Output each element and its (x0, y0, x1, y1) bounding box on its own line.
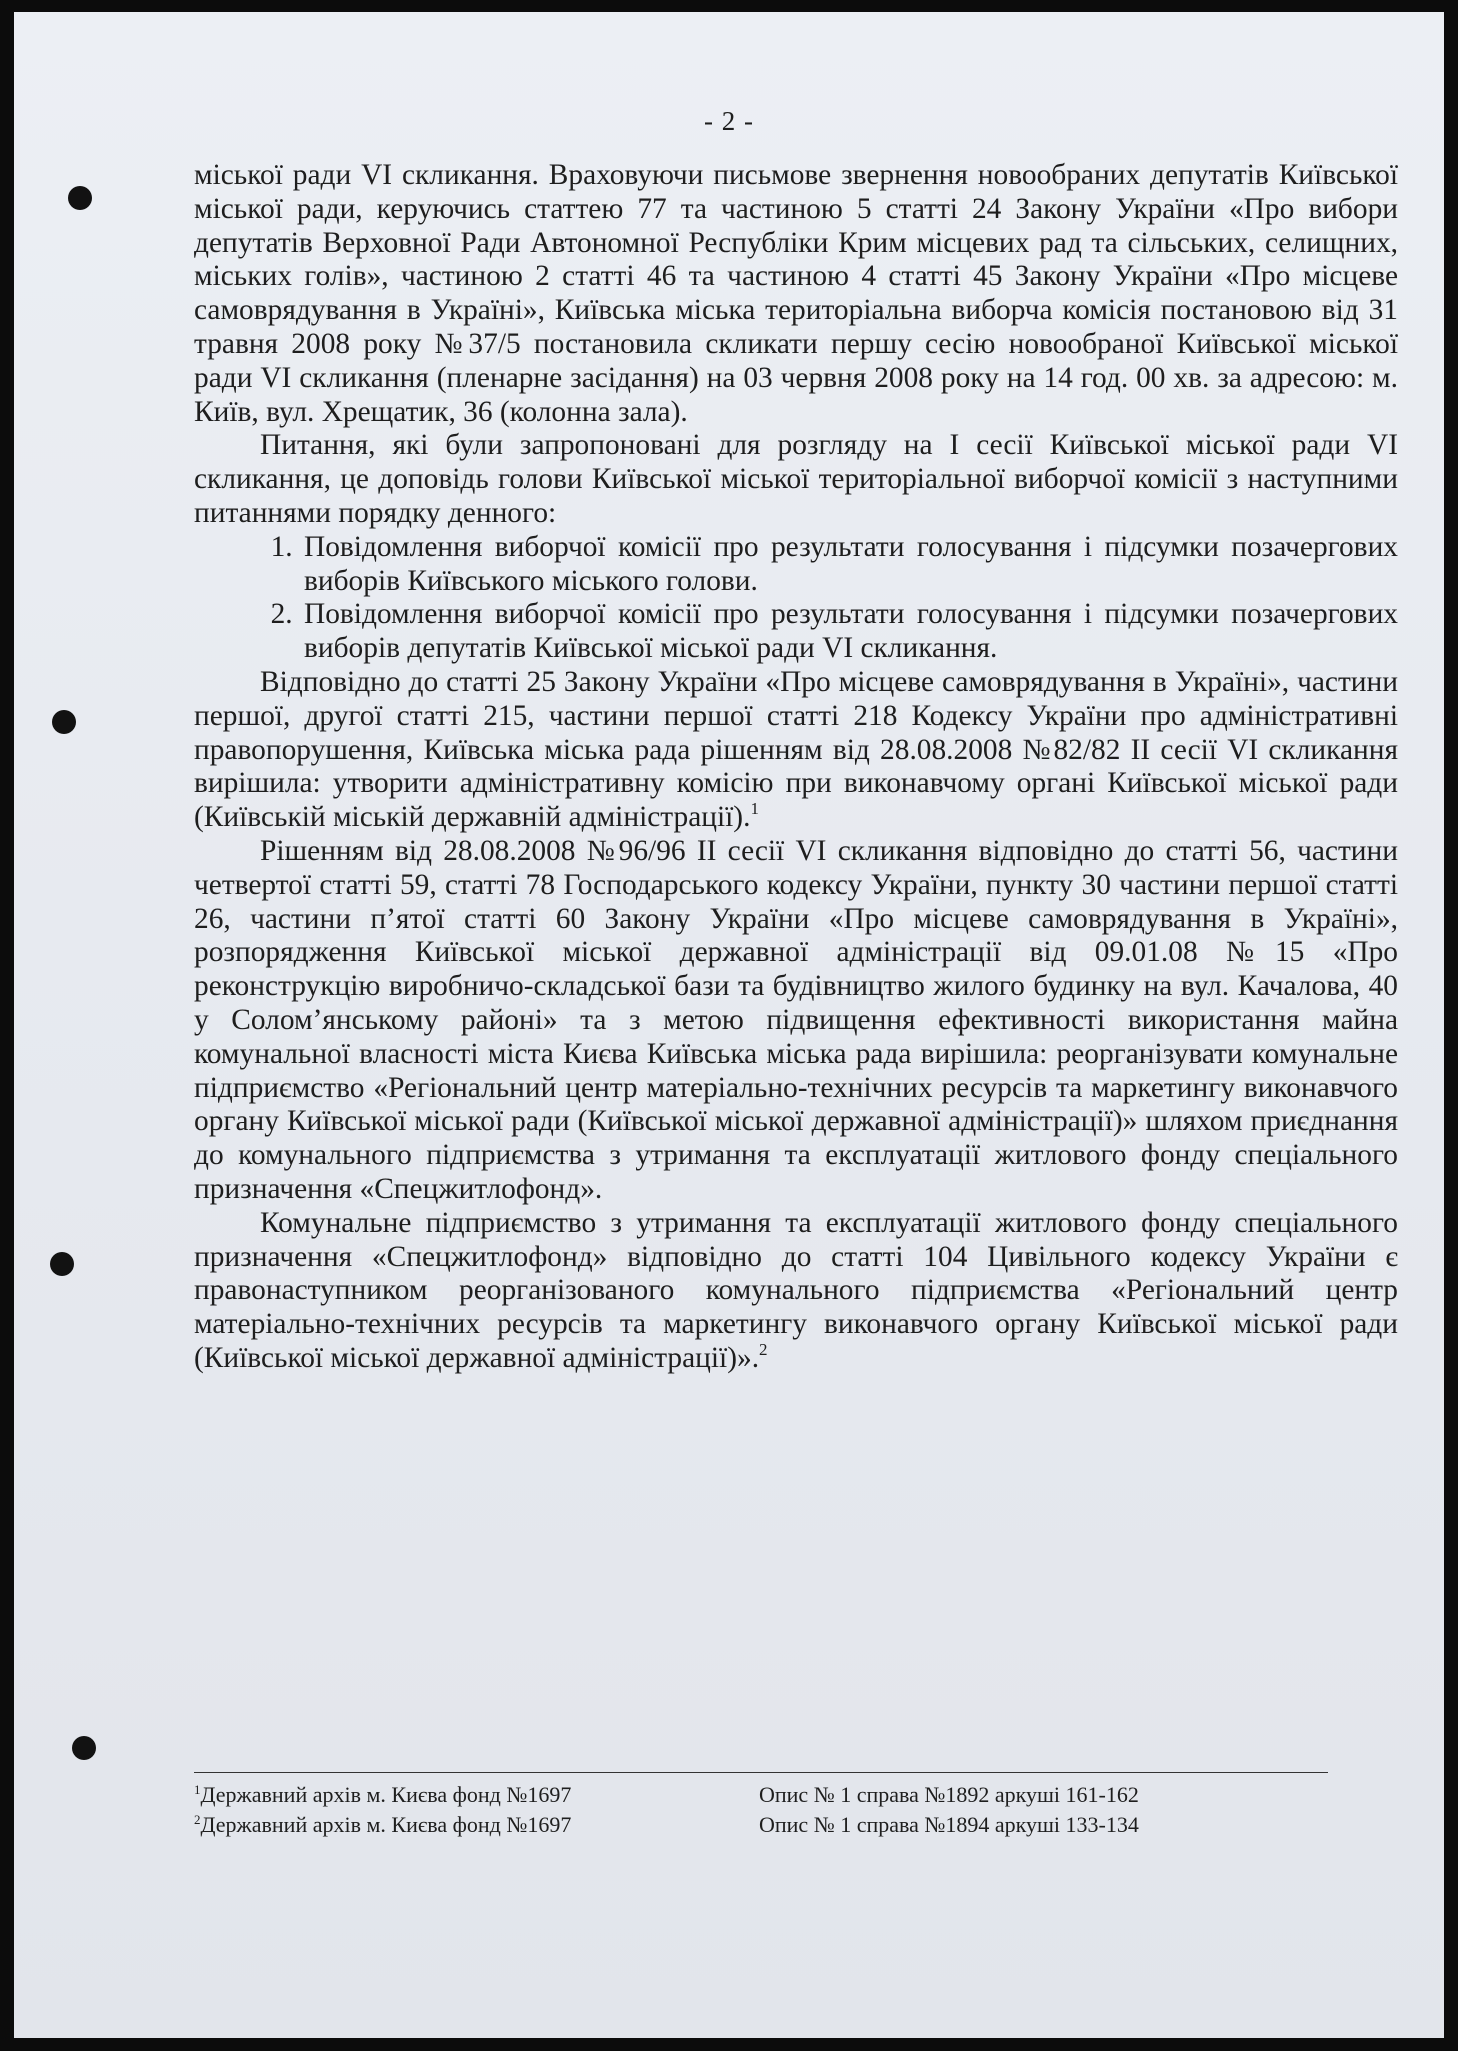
document-body (194, 159, 1398, 1376)
agenda-list (194, 531, 1398, 666)
footnote-mark-2: 2 (759, 1339, 768, 1359)
paragraph-3 (194, 666, 1398, 835)
footnote-source (194, 1810, 571, 1840)
footnote-number: 1 (194, 1782, 201, 1797)
footnote-2 (194, 1810, 1328, 1840)
paragraph-3-text: Відповідно до статті 25 Закону України «Про місцеве самоврядування в Україні», частини першої, другої статті 215, частини першої статті 218 Кодексу України про адміністративні правопорушення, Київська міська рада рішенням від 28.08.2008 №82/82 ІІ сесії VI скликання вирішила: утворити адміністративну комісію при виконавчому органі Київської міської ради (Київській міській державній адміністрації). (194, 665, 1398, 834)
page-number: - 2 - (704, 106, 754, 136)
footnote-mark-1: 1 (750, 799, 759, 819)
agenda-item-1: 1. Повідомлення виборчої комісії про результати голосування і підсумки позачергових виборів Київського міського голови. (300, 531, 1398, 599)
footnote-number: 2 (194, 1812, 201, 1827)
footnote-reference: Опис № 1 справа №1894 аркуші 133-134 (759, 1812, 1139, 1837)
document-page (14, 12, 1444, 2038)
footnote-reference: Опис № 1 справа №1892 аркуші 161-162 (759, 1782, 1139, 1807)
paragraph-4: Рішенням від 28.08.2008 №96/96 ІІ сесії VI скликання відповідно до статті 56, частини четвертої статті 59, статті 78 Господарського кодексу України, пункту 30 частини першої статті 26, частини п’ятої статті 60 Закону України «Про місцеве самоврядування в Україні», розпорядження Київської міської державної адміністрації від 09.01.08 №15 «Про реконструкцію виробничо-складської бази та будівництво жилого будинку на вул. Качалова, 40 у Солом’янському районі» та з метою підвищення ефективності використання майна комунальної власності міста Києва Київська міська рада вирішила: реорганізувати комунальне підприємство «Регіональний центр матеріально-технічних ресурсів та маркетингу виконавчого органу Київської міської ради (Київської міської державної адміністрації)» шляхом приєднання до комунального підприємства з утримання та експлуатації житлового фонду спеціального призначення «Спецжитлофонд». (194, 834, 1398, 1205)
footnote-source (194, 1780, 571, 1810)
binder-hole-1 (68, 186, 92, 210)
paragraph-5 (194, 1207, 1398, 1376)
agenda-item-2: 2. Повідомлення виборчої комісії про результати голосування і підсумки позачергових виборів депутатів Київської міської ради VI скликання. (300, 598, 1398, 666)
footnote-source-text: Державний архів м. Києва фонд №1697 (200, 1782, 572, 1807)
paragraph-2: Питання, які були запропоновані для розгляду на І сесії Київської міської ради VI скликання, це доповідь голови Київської міської територіальної виборчої комісії з наступними питаннями порядку денного: (194, 429, 1398, 529)
binder-hole-3 (50, 1252, 74, 1276)
binder-hole-4 (72, 1736, 96, 1760)
footnote-1 (194, 1780, 1328, 1810)
footnote-divider (194, 1772, 1328, 1773)
paragraph-5-text: Комунальне підприємство з утримання та експлуатації житлового фонду спеціального призначення «Спецжитлофонд» відповідно до статті 104 Цивільного кодексу України є правонаступником реорганізованого комунального підприємства «Регіональний центр матеріально-технічних ресурсів та маркетингу виконавчого органу Київської міської ради (Київської міської державної адміністрації)». (194, 1206, 1398, 1374)
footnotes (194, 1780, 1328, 1840)
footnote-source-text: Державний архів м. Києва фонд №1697 (200, 1812, 572, 1837)
binder-hole-2 (52, 710, 76, 734)
paragraph-1: міської ради VI скликання. Враховуючи письмове звернення новообраних депутатів Київської міської ради, керуючись статтею 77 та частиною 5 статті 24 Закону України «Про вибори депутатів Верховної Ради Автономної Республіки Крим місцевих рад та сільських, селищних, міських голів», частиною 2 статті 46 та частиною 4 статті 45 Закону України «Про місцеве самоврядування в Україні», Київська міська територіальна виборча комісія постановою від 31 травня 2008 року №37/5 постановила скликати першу сесію новообраної Київської міської ради VI скликання (пленарне засідання) на 03 червня 2008 року на 14 год. 00 хв. за адресою: м. Київ, вул. Хрещатик, 36 (колонна зала). (194, 159, 1398, 428)
